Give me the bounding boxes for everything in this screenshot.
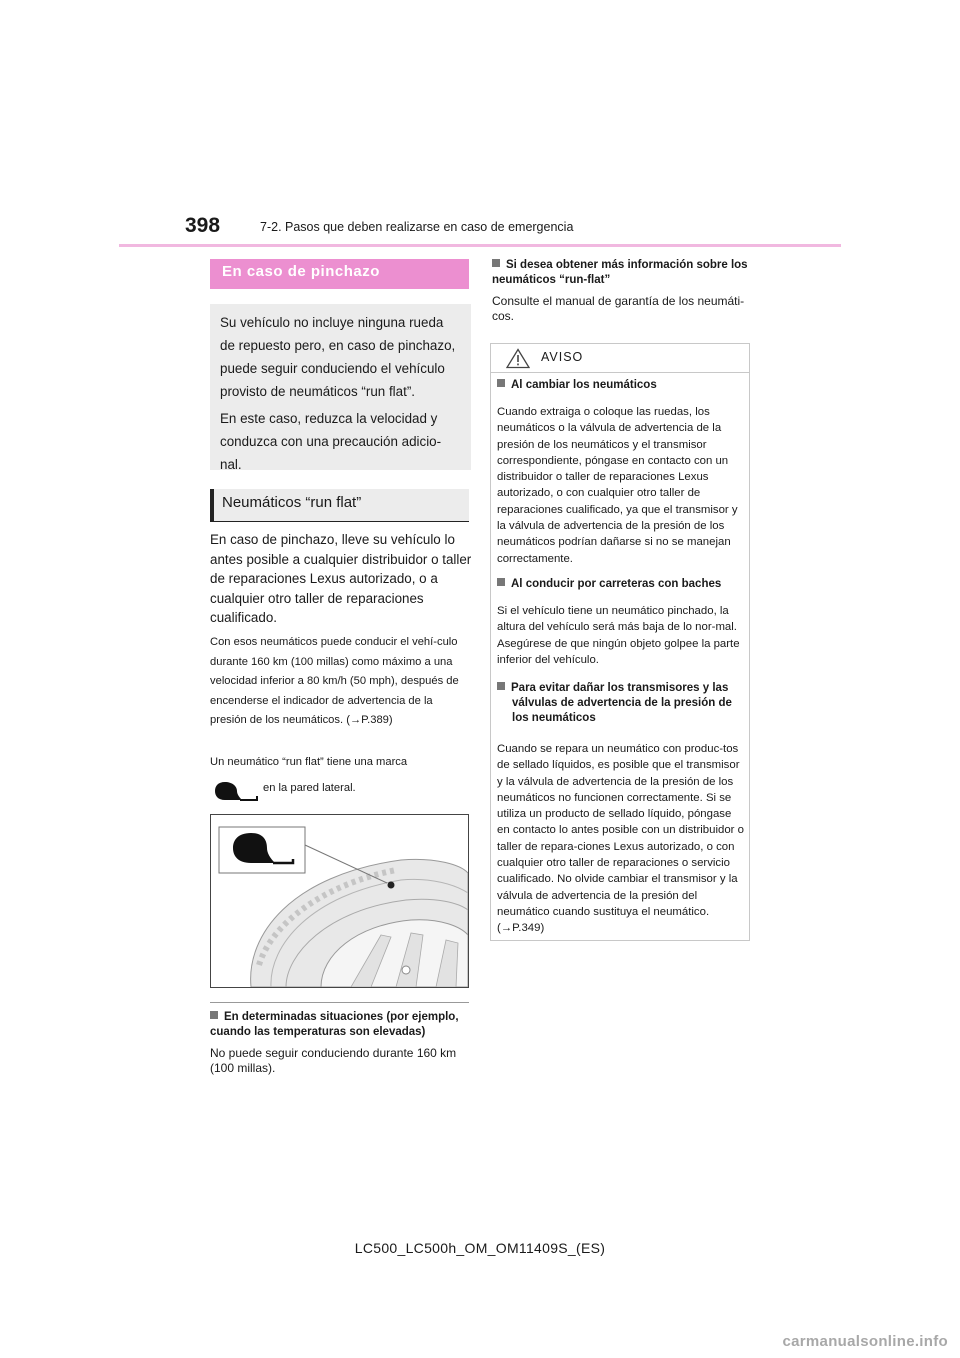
heading-bar <box>210 489 214 521</box>
runflat-mark-icon <box>213 780 259 802</box>
tire-illustration <box>210 814 469 988</box>
warning-body-1: Cuando extraiga o coloque las ruedas, los neumáticos o la válvula de advertencia de la presión de los neumáticos y el transmisor correspondiente, póngase en contacto con un distribuidor o taller de reparaciones Lexus autorizado, o con cualquier otro taller de reparaciones cualificado, ya que el transmisor y la válvula de advertencia de la presión de los neumáticos podrían dañarse si no se manejan correctamente. <box>497 406 738 565</box>
summary-paragraph-2: En este caso, reduzca la velocidad y conduzca con una precaución adicio-nal. <box>220 411 442 472</box>
warning-subheading-3 <box>497 681 745 726</box>
square-bullet-icon <box>497 682 505 690</box>
warning-box <box>490 343 750 941</box>
warning-body-2: Si el vehículo tiene un neumático pinchado, la altura del vehículo será más baja de lo nor-mal. Asegúrese de que ningún objeto golpee la parte inferior del vehículo. <box>497 605 740 666</box>
square-bullet-icon <box>210 1011 218 1019</box>
warning-subheading-3-text: Para evitar dañar los transmisores y las válvulas de advertencia de la presión de los neumáticos <box>511 682 732 724</box>
warning-subheading-2-text: Al conducir por carreteras con baches <box>511 578 722 590</box>
info-subheading <box>492 258 754 288</box>
warning-subheading-1-text: Al cambiar los neumáticos <box>511 379 657 391</box>
runflat-mark-text-2: en la pared lateral. <box>263 782 356 794</box>
summary-box <box>210 304 471 470</box>
warning-subheading-1 <box>497 378 745 393</box>
runflat-paragraph: En caso de pinchazo, lleve su vehículo lo antes posible a cualquier distribuidor o taller de reparaciones Lexus autorizado, o a cualquier otro taller de reparaciones cualificado. <box>210 532 472 625</box>
situations-subheading <box>210 1010 472 1040</box>
info-subheading-text: Si desea obtener más información sobre los neumáticos “run-flat” <box>492 259 748 286</box>
warning-title-row <box>491 344 749 373</box>
section-title: 7-2. Pasos que deben realizarse en caso de emergencia <box>260 220 574 234</box>
divider <box>210 1002 469 1003</box>
document-code: LC500_LC500h_OM_OM11409S_(ES) <box>354 1240 606 1256</box>
square-bullet-icon <box>492 259 500 267</box>
watermark: carmanualsonline.info <box>782 1333 948 1350</box>
situations-body: No puede seguir conduciendo durante 160 km (100 millas). <box>210 1046 457 1075</box>
section-banner <box>210 259 469 289</box>
situations-subheading-text: En determinadas situaciones (por ejemplo, cuando las temperaturas son elevadas) <box>210 1011 459 1038</box>
summary-paragraph-1: Su vehículo no incluye ninguna rueda de repuesto pero, en caso de pinchazo, puede seguir conduciendo el vehículo provisto de neumáticos “run flat”. <box>220 315 456 399</box>
square-bullet-icon <box>497 379 505 387</box>
warning-body-3: Cuando se repara un neumático con produc-tos de sellado líquidos, es posible que el transmisor y la válvula de advertencia de la presión de los neumáticos no funcionen correctamente. Si se utiliza un producto de sellado líquido, póngase en contacto lo antes posible con un distribuidor o taller de repara-ciones Lexus autorizado, o con cualquier otro taller de reparaciones o servicio cualificado. No olvide cambiar el transmisor y la válvula de advertencia de la presión del neumático cuando sustituya el neumático. (→P.349) <box>497 743 744 935</box>
warning-subheading-2 <box>497 577 745 592</box>
runflat-heading-text: Neumáticos “run flat” <box>222 494 362 511</box>
section-banner-text: En caso de pinchazo <box>222 263 380 280</box>
page-number: 398 <box>185 214 221 237</box>
warning-title: AVISO <box>541 350 584 364</box>
info-body: Consulte el manual de garantía de los neumáti-cos. <box>492 294 745 323</box>
warning-icon <box>506 348 530 369</box>
tire-drawing <box>211 815 468 987</box>
runflat-limits-paragraph: Con esos neumáticos puede conducir el vehí-culo durante 160 km (100 millas) como máximo a una velocidad inferior a 80 km/h (50 mph), después de encenderse el indicador de advertencia de la presión de los neumáticos. (→P.389) <box>210 636 459 726</box>
runflat-mark-text-1: Un neumático “run flat” tiene una marca <box>210 756 408 768</box>
square-bullet-icon <box>497 578 505 586</box>
header-rule <box>119 244 841 247</box>
runflat-heading <box>210 489 469 522</box>
